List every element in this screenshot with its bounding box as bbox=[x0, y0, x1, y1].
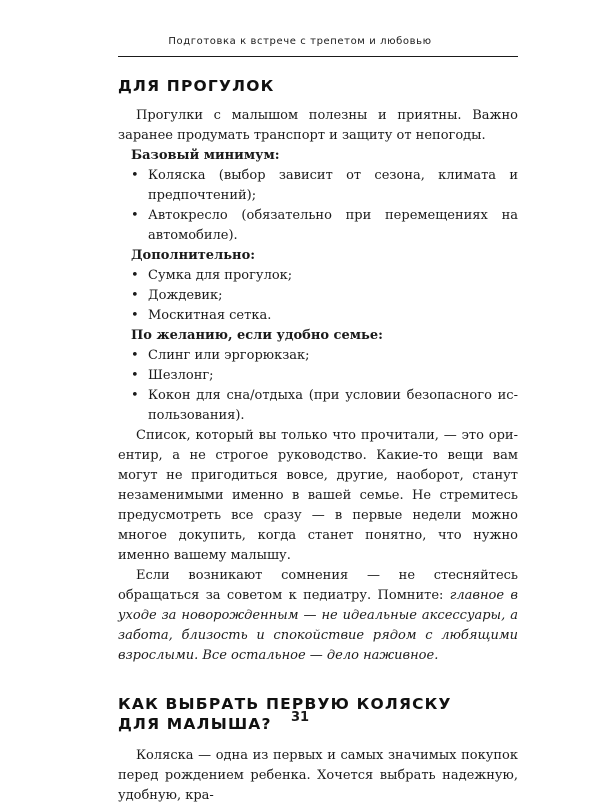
page-number: 31 bbox=[290, 710, 310, 725]
stroller-paragraph: Коляска — одна из первых и самых значимых покупок перед рождением ребенка. Хочется выбрать надежную, удобную, кра- bbox=[118, 748, 518, 803]
walks-intro: Прогулки с малышом полезны и приятны. Важно заранее продумать транспорт и защиту от непогоды. bbox=[118, 108, 518, 143]
list-item: • Дождевик; bbox=[118, 286, 518, 306]
header-rule bbox=[118, 56, 518, 57]
body-paragraph-2: Если возникают сомнения — не стесняйтесь обращаться за советом к педиатру. Помните: главное в уходе за новорожденным — не идеальные аксессуары, а забота, близость и спокойствие рядом с любящими взрослыми. Все остальное — дело наживное. bbox=[118, 568, 518, 663]
running-head: Подготовка к встрече с трепетом и любовью bbox=[168, 36, 432, 47]
list-item: • Кокон для сна/отдыха (при условии безопасного использования). bbox=[131, 388, 518, 423]
group-label-basic: Базовый минимум: bbox=[131, 148, 280, 163]
bullet-icon: • bbox=[131, 168, 139, 183]
bullet-icon: • bbox=[131, 348, 139, 363]
bullet-icon: • bbox=[131, 388, 139, 403]
bullet-icon: • bbox=[131, 268, 139, 283]
list-item: • Коляска (выбор зависит от сезона, климата и предпочтений); bbox=[131, 168, 518, 203]
list-optional bbox=[118, 346, 518, 426]
list-item: • Москитная сетка. bbox=[118, 306, 518, 326]
list-item: • Слинг или эргорюкзак; bbox=[118, 346, 518, 366]
section-heading-stroller: КАК ВЫБРАТЬ ПЕРВУЮ КОЛЯСКУ ДЛЯ МАЛЫША? bbox=[118, 695, 452, 733]
list-item: • Автокресло (обязательно при перемещениях на автомобиле). bbox=[131, 208, 518, 243]
bullet-icon: • bbox=[131, 308, 139, 323]
list-item: • Сумка для прогулок; bbox=[118, 266, 518, 286]
bullet-icon: • bbox=[131, 288, 139, 303]
group-label-additional: Дополнительно: bbox=[131, 248, 256, 263]
list-additional bbox=[118, 266, 518, 326]
group-label-optional: По желанию, если удобно семье: bbox=[131, 328, 383, 343]
list-item: • Шезлонг; bbox=[118, 366, 518, 386]
emphasis-text: главное в уходе за новорожденным — не идеальные аксессуары, а забота, близость и спокойствие рядом с любящими взрослыми. Все остальное — дело наживное. bbox=[118, 588, 518, 663]
section-heading-walks: ДЛЯ ПРОГУЛОК bbox=[118, 77, 275, 95]
page-content bbox=[118, 76, 518, 806]
list-basic bbox=[118, 166, 518, 246]
bullet-icon: • bbox=[131, 208, 139, 223]
bullet-icon: • bbox=[131, 368, 139, 383]
body-paragraph-1: Список, который вы только что прочитали, — это ориентир, а не строгое руководство. Какие-то вещи вам могут не пригодиться вовсе, другие, наоборот, станут незаменимыми именно в вашей семье. Не стремитесь предусмотреть все сразу — в первые недели можно многое докупить, когда станет понятно, что нужно именно вашему малышу. bbox=[118, 428, 518, 563]
